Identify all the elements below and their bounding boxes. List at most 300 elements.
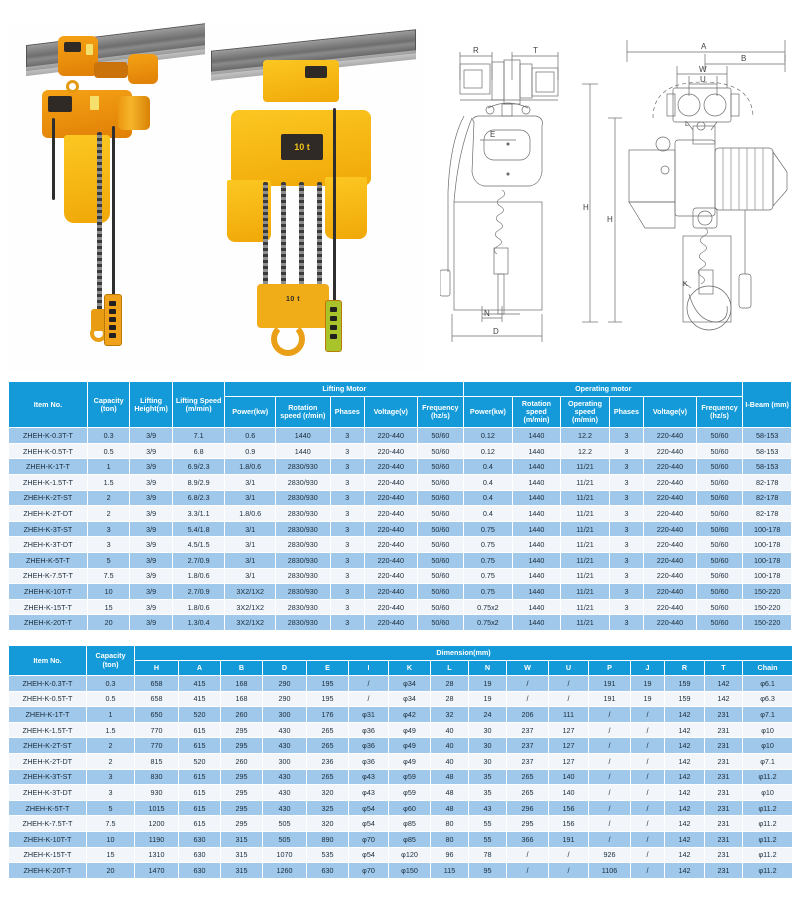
cell-value: 220-440 xyxy=(364,490,417,506)
cell-value: 2 xyxy=(87,506,129,522)
cell-value: 220-440 xyxy=(644,553,697,569)
cell-value: 1.8/0.6 xyxy=(225,506,276,522)
cell-value: 82-178 xyxy=(743,475,792,491)
header-dim-d: D xyxy=(263,661,307,676)
cell-value: 231 xyxy=(705,863,743,879)
cell-value: 127 xyxy=(549,738,589,754)
cell-value: 1440 xyxy=(512,459,561,475)
cell-value: 220-440 xyxy=(364,599,417,615)
cell-value: 237 xyxy=(507,722,549,738)
pendant-control-2[interactable] xyxy=(325,300,342,352)
cell-value: 3 xyxy=(87,521,129,537)
cell-value: / xyxy=(589,738,631,754)
cell-value: / xyxy=(589,769,631,785)
cell-value: φ70 xyxy=(349,832,389,848)
pendant-cable xyxy=(112,126,115,296)
cell-value: 3 xyxy=(609,506,643,522)
cell-value: / xyxy=(507,863,549,879)
cell-value: 55 xyxy=(469,832,507,848)
cell-value: 265 xyxy=(307,769,349,785)
cell-value: φ36 xyxy=(349,722,389,738)
cell-value: 3/9 xyxy=(130,428,172,444)
cell-value: 3/9 xyxy=(130,615,172,631)
cell-value: 220-440 xyxy=(644,459,697,475)
cell-value: 50/60 xyxy=(417,568,464,584)
cell-item-no: ZHEH-K-15T-T xyxy=(9,599,88,615)
cell-value: 2830/930 xyxy=(275,521,330,537)
cell-value: 295 xyxy=(221,769,263,785)
cell-value: 231 xyxy=(705,785,743,801)
cell-value: 10 xyxy=(87,832,135,848)
cell-value: / xyxy=(349,676,389,692)
cell-value: 3/1 xyxy=(225,568,276,584)
cell-value: 50/60 xyxy=(696,553,743,569)
cell-item-no: ZHEH-K-5T-T xyxy=(9,800,87,816)
cell-value: 96 xyxy=(431,847,469,863)
cell-value: 220-440 xyxy=(644,599,697,615)
cell-value: 2830/930 xyxy=(275,490,330,506)
cell-value: 430 xyxy=(263,738,307,754)
cell-value: 50/60 xyxy=(417,490,464,506)
cell-value: 50/60 xyxy=(696,428,743,444)
cell-value: 80 xyxy=(431,816,469,832)
cell-value: / xyxy=(549,676,589,692)
cell-value: / xyxy=(549,863,589,879)
header-dim-l: L xyxy=(431,661,469,676)
cell-value: φ10 xyxy=(743,722,793,738)
cell-value: φ120 xyxy=(389,847,431,863)
cell-value: 6.9/2.3 xyxy=(172,459,225,475)
header-dim-k: K xyxy=(389,661,431,676)
table-row xyxy=(9,428,792,444)
cell-value: 3 xyxy=(330,521,364,537)
cell-value: 40 xyxy=(431,722,469,738)
cell-value: 3X2/1X2 xyxy=(225,584,276,600)
cell-value: 50/60 xyxy=(696,584,743,600)
header-item-no: Item No. xyxy=(9,382,88,428)
cell-value: 1440 xyxy=(512,428,561,444)
cell-value: 3 xyxy=(609,459,643,475)
cell-value: 159 xyxy=(665,676,705,692)
cell-value: 220-440 xyxy=(644,584,697,600)
cell-value: / xyxy=(589,707,631,723)
cell-value: 630 xyxy=(179,863,221,879)
cell-value: φ85 xyxy=(389,832,431,848)
cell-value: 3/9 xyxy=(130,599,172,615)
table-row xyxy=(9,506,792,522)
cell-item-no: ZHEH-K-10T-T xyxy=(9,832,87,848)
cell-value: 2 xyxy=(87,490,129,506)
cell-value: 926 xyxy=(589,847,631,863)
cell-value: 43 xyxy=(469,800,507,816)
cell-value: 231 xyxy=(705,847,743,863)
cell-value: 0.12 xyxy=(464,428,513,444)
cell-value: 191 xyxy=(549,832,589,848)
hook-block xyxy=(257,284,329,328)
cell-value: 220-440 xyxy=(364,615,417,631)
cell-value: 142 xyxy=(665,847,705,863)
cell-value: 1310 xyxy=(135,847,179,863)
cell-value: 24 xyxy=(469,707,507,723)
dim-label-r: R xyxy=(473,46,479,55)
cell-value: 220-440 xyxy=(364,553,417,569)
cell-value: 770 xyxy=(135,738,179,754)
cell-value: φ10 xyxy=(743,738,793,754)
cell-value: / xyxy=(549,691,589,707)
hoist-body-marking xyxy=(281,134,323,160)
cell-value: 3 xyxy=(330,615,364,631)
cell-value: 191 xyxy=(589,691,631,707)
cell-value: 1.5 xyxy=(87,475,129,491)
cell-value: 50/60 xyxy=(696,568,743,584)
cell-value: 50/60 xyxy=(417,553,464,569)
cell-value: 220-440 xyxy=(644,506,697,522)
cell-value: 3 xyxy=(330,428,364,444)
dim-label-u: U xyxy=(700,75,706,84)
cell-value: 1190 xyxy=(135,832,179,848)
cell-value: 260 xyxy=(221,707,263,723)
table-row xyxy=(9,521,792,537)
cell-item-no: ZHEH-K-2T-ST xyxy=(9,490,88,506)
cell-value: 2830/930 xyxy=(275,568,330,584)
cell-value: 82-178 xyxy=(743,490,792,506)
cell-value: 3.3/1.1 xyxy=(172,506,225,522)
cell-value: 890 xyxy=(307,832,349,848)
hoist-control-panel xyxy=(48,96,72,112)
header-lm-frequency: Frequency (hz/s) xyxy=(417,397,464,428)
cell-item-no: ZHEH-K-7.5T-T xyxy=(9,816,87,832)
dim-label-w: W xyxy=(699,65,707,74)
cell-value: 430 xyxy=(263,785,307,801)
cell-value: 220-440 xyxy=(644,475,697,491)
header-group-operating-motor: Operating motor xyxy=(464,382,743,397)
cell-item-no: ZHEH-K-5T-T xyxy=(9,553,88,569)
cell-value: 0.9 xyxy=(225,443,276,459)
cell-value: φ34 xyxy=(389,676,431,692)
cell-value: 3/9 xyxy=(130,568,172,584)
cell-value: 50/60 xyxy=(417,521,464,537)
cell-item-no: ZHEH-K-20T-T xyxy=(9,615,88,631)
cell-value: 1440 xyxy=(512,615,561,631)
cell-value: φ43 xyxy=(349,785,389,801)
cell-value: / xyxy=(589,722,631,738)
header-dim-u: U xyxy=(549,661,589,676)
cell-value: 3 xyxy=(87,785,135,801)
cell-value: / xyxy=(631,754,665,770)
cell-value: 430 xyxy=(263,722,307,738)
cell-value: 11/21 xyxy=(561,584,610,600)
cell-value: 191 xyxy=(589,676,631,692)
cell-value: / xyxy=(507,676,549,692)
cell-value: 1440 xyxy=(512,553,561,569)
pendant-cable-2 xyxy=(333,108,336,312)
cell-value: 315 xyxy=(221,832,263,848)
cell-value: 658 xyxy=(135,676,179,692)
cell-value: 48 xyxy=(431,785,469,801)
cell-item-no: ZHEH-K-0.5T-T xyxy=(9,443,88,459)
cell-value: / xyxy=(631,800,665,816)
cell-value: 3/1 xyxy=(225,475,276,491)
cell-value: 2.7/0.9 xyxy=(172,584,225,600)
cell-value: 231 xyxy=(705,738,743,754)
cell-value: 1015 xyxy=(135,800,179,816)
cell-value: 142 xyxy=(665,738,705,754)
cell-value: 220-440 xyxy=(644,521,697,537)
cell-value: 505 xyxy=(263,816,307,832)
cell-value: 10 xyxy=(87,584,129,600)
cell-value: 95 xyxy=(469,863,507,879)
cell-value: 8.9/2.9 xyxy=(172,475,225,491)
cell-value: 770 xyxy=(135,722,179,738)
pendant-control[interactable] xyxy=(104,294,122,346)
cell-value: 1440 xyxy=(275,428,330,444)
cell-value: 0.75 xyxy=(464,584,513,600)
cell-value: 3 xyxy=(330,584,364,600)
cell-item-no: ZHEH-K-15T-T xyxy=(9,847,87,863)
cell-value: 3 xyxy=(87,769,135,785)
cell-value: 5 xyxy=(87,800,135,816)
cell-value: 40 xyxy=(431,738,469,754)
cell-value: 3/9 xyxy=(130,521,172,537)
header-capacity: Capacity (ton) xyxy=(87,382,129,428)
cell-value: 6.8/2.3 xyxy=(172,490,225,506)
cell-value: 0.75 xyxy=(464,553,513,569)
cell-value: 20 xyxy=(87,615,129,631)
header-om-phases: Phases xyxy=(609,397,643,428)
cell-value: 159 xyxy=(665,691,705,707)
cell-value: 231 xyxy=(705,722,743,738)
cell-value: 55 xyxy=(469,816,507,832)
cell-value: 1106 xyxy=(589,863,631,879)
cell-value: 2830/930 xyxy=(275,599,330,615)
cell-value: / xyxy=(507,691,549,707)
cell-value: 3/1 xyxy=(225,553,276,569)
table-row xyxy=(9,537,792,553)
cell-value: 3/1 xyxy=(225,490,276,506)
cell-value: 3 xyxy=(609,428,643,444)
cell-value: 11/21 xyxy=(561,459,610,475)
cell-value: 2.7/0.9 xyxy=(172,553,225,569)
cell-value: 1.3/0.4 xyxy=(172,615,225,631)
cell-value: 48 xyxy=(431,769,469,785)
cell-value: φ43 xyxy=(349,769,389,785)
cell-value: φ36 xyxy=(349,754,389,770)
cell-value: 156 xyxy=(549,800,589,816)
cell-item-no: ZHEH-K-2T-DT xyxy=(9,754,87,770)
cell-value: 1440 xyxy=(512,443,561,459)
cell-value: 40 xyxy=(431,754,469,770)
cell-value: 1440 xyxy=(512,475,561,491)
header-group-lifting-motor: Lifting Motor xyxy=(225,382,464,397)
header-dim-capacity: Capacity (ton) xyxy=(87,645,135,675)
dim-label-a: A xyxy=(701,42,707,51)
cell-value: 295 xyxy=(221,816,263,832)
cell-value: 815 xyxy=(135,754,179,770)
cell-value: 176 xyxy=(307,707,349,723)
hoist-photo-ten-ton xyxy=(205,22,425,372)
cell-value: 11/21 xyxy=(561,553,610,569)
cell-value: 3 xyxy=(330,599,364,615)
cell-value: 366 xyxy=(507,832,549,848)
cell-value: 140 xyxy=(549,769,589,785)
cell-value: 630 xyxy=(179,832,221,848)
cell-value: 142 xyxy=(705,676,743,692)
cell-value: 3/9 xyxy=(130,443,172,459)
cell-value: 3 xyxy=(87,537,129,553)
cell-value: 1070 xyxy=(263,847,307,863)
cell-value: 3/9 xyxy=(130,553,172,569)
motor-drum xyxy=(118,96,150,130)
hoist-photo-single xyxy=(8,22,208,372)
cell-value: 0.5 xyxy=(87,443,129,459)
hoist-rating-label xyxy=(90,96,99,110)
cell-value: 142 xyxy=(665,769,705,785)
cell-value: 3/9 xyxy=(130,537,172,553)
cell-value: 50/60 xyxy=(696,459,743,475)
cell-value: 3/9 xyxy=(130,490,172,506)
cell-value: 50/60 xyxy=(696,475,743,491)
cell-value: 150-220 xyxy=(743,599,792,615)
cell-value: 32 xyxy=(431,707,469,723)
table-row xyxy=(9,863,793,879)
cell-value: 320 xyxy=(307,785,349,801)
cell-value: 28 xyxy=(431,691,469,707)
cell-value: 11/21 xyxy=(561,599,610,615)
table-row xyxy=(9,584,792,600)
cell-value: 7.5 xyxy=(87,568,129,584)
cell-value: 3 xyxy=(609,553,643,569)
cell-value: 100-178 xyxy=(743,568,792,584)
cell-value: 237 xyxy=(507,754,549,770)
cell-value: 1 xyxy=(87,459,129,475)
cell-value: 168 xyxy=(221,691,263,707)
header-dim-item-no: Item No. xyxy=(9,645,87,675)
cell-value: 3/9 xyxy=(130,475,172,491)
trolley-nameplate xyxy=(64,42,81,52)
cell-value: 220-440 xyxy=(364,475,417,491)
cell-value: 142 xyxy=(665,816,705,832)
header-lm-phases: Phases xyxy=(330,397,364,428)
header-dim-i: I xyxy=(349,661,389,676)
cell-value: 1440 xyxy=(512,490,561,506)
cell-value: 505 xyxy=(263,832,307,848)
cell-value: 30 xyxy=(469,754,507,770)
cell-value: 195 xyxy=(307,691,349,707)
cell-value: 2830/930 xyxy=(275,584,330,600)
cell-value: 5.4/1.8 xyxy=(172,521,225,537)
dim-label-k: K xyxy=(683,281,688,288)
cell-value: φ11.2 xyxy=(743,863,793,879)
cell-value: 3 xyxy=(609,537,643,553)
cell-value: / xyxy=(631,769,665,785)
cell-value: 142 xyxy=(665,800,705,816)
trolley-wheel-housing xyxy=(94,62,128,78)
cell-value: 19 xyxy=(469,691,507,707)
cell-value: 58-153 xyxy=(743,428,792,444)
header-dim-b: B xyxy=(221,661,263,676)
header-lifting-height: Lifting Height(m) xyxy=(130,382,172,428)
cell-value: 0.3 xyxy=(87,676,135,692)
cell-value: 3 xyxy=(609,443,643,459)
cell-value: 295 xyxy=(221,800,263,816)
table-row xyxy=(9,722,793,738)
cell-value: / xyxy=(349,691,389,707)
header-lm-voltage: Voltage(v) xyxy=(364,397,417,428)
cell-value: 0.75 xyxy=(464,568,513,584)
cell-value: φ49 xyxy=(389,754,431,770)
cell-item-no: ZHEH-K-0.3T-T xyxy=(9,676,87,692)
cell-value: φ10 xyxy=(743,785,793,801)
cell-value: φ7.1 xyxy=(743,754,793,770)
cell-value: 11/21 xyxy=(561,506,610,522)
cell-value: 28 xyxy=(431,676,469,692)
cell-value: 19 xyxy=(631,676,665,692)
cell-value: 650 xyxy=(135,707,179,723)
cell-value: 220-440 xyxy=(644,428,697,444)
cell-value: 2 xyxy=(87,738,135,754)
cell-value: φ54 xyxy=(349,800,389,816)
cell-value: 3/9 xyxy=(130,584,172,600)
cell-value: φ70 xyxy=(349,863,389,879)
cell-value: 2830/930 xyxy=(275,553,330,569)
dimension-spec-table xyxy=(8,645,793,879)
motor-spec-table xyxy=(8,381,792,631)
cell-value: 430 xyxy=(263,769,307,785)
cell-value: 50/60 xyxy=(417,537,464,553)
cell-value: 220-440 xyxy=(644,443,697,459)
cell-value: φ11.2 xyxy=(743,800,793,816)
cell-value: 50/60 xyxy=(696,490,743,506)
cell-value: 0.12 xyxy=(464,443,513,459)
cell-value: 50/60 xyxy=(417,443,464,459)
cell-value: 48 xyxy=(431,800,469,816)
cell-value: 15 xyxy=(87,599,129,615)
trolley-unit-2 xyxy=(263,60,339,102)
cell-value: 231 xyxy=(705,769,743,785)
cell-value: 30 xyxy=(469,722,507,738)
header-dim-t: T xyxy=(705,661,743,676)
cell-value: 2830/930 xyxy=(275,475,330,491)
dim-label-h-right: H xyxy=(607,215,613,224)
cell-value: φ34 xyxy=(389,691,431,707)
cell-value: 290 xyxy=(263,691,307,707)
body-marking-text: 10 t xyxy=(294,142,310,152)
cell-value: 3/9 xyxy=(130,459,172,475)
table-row xyxy=(9,707,793,723)
header-dim-chain: Chain xyxy=(743,661,793,676)
header-dim-e: E xyxy=(307,661,349,676)
cell-value: φ7.1 xyxy=(743,707,793,723)
cell-value: φ6.1 xyxy=(743,676,793,692)
cell-value: 520 xyxy=(179,707,221,723)
table-row xyxy=(9,832,793,848)
cell-value: 2830/930 xyxy=(275,537,330,553)
cell-value: 3 xyxy=(330,553,364,569)
cell-value: 3 xyxy=(330,568,364,584)
cell-value: φ85 xyxy=(389,816,431,832)
motor-table-wrap xyxy=(0,381,800,631)
cell-value: 19 xyxy=(469,676,507,692)
cell-value: / xyxy=(589,832,631,848)
cell-value: φ49 xyxy=(389,722,431,738)
cell-value: 111 xyxy=(549,707,589,723)
cell-value: φ49 xyxy=(389,738,431,754)
cell-value: φ11.2 xyxy=(743,769,793,785)
cell-value: 7.1 xyxy=(172,428,225,444)
table-row xyxy=(9,568,792,584)
cell-item-no: ZHEH-K-1T-T xyxy=(9,707,87,723)
cell-value: 415 xyxy=(179,691,221,707)
